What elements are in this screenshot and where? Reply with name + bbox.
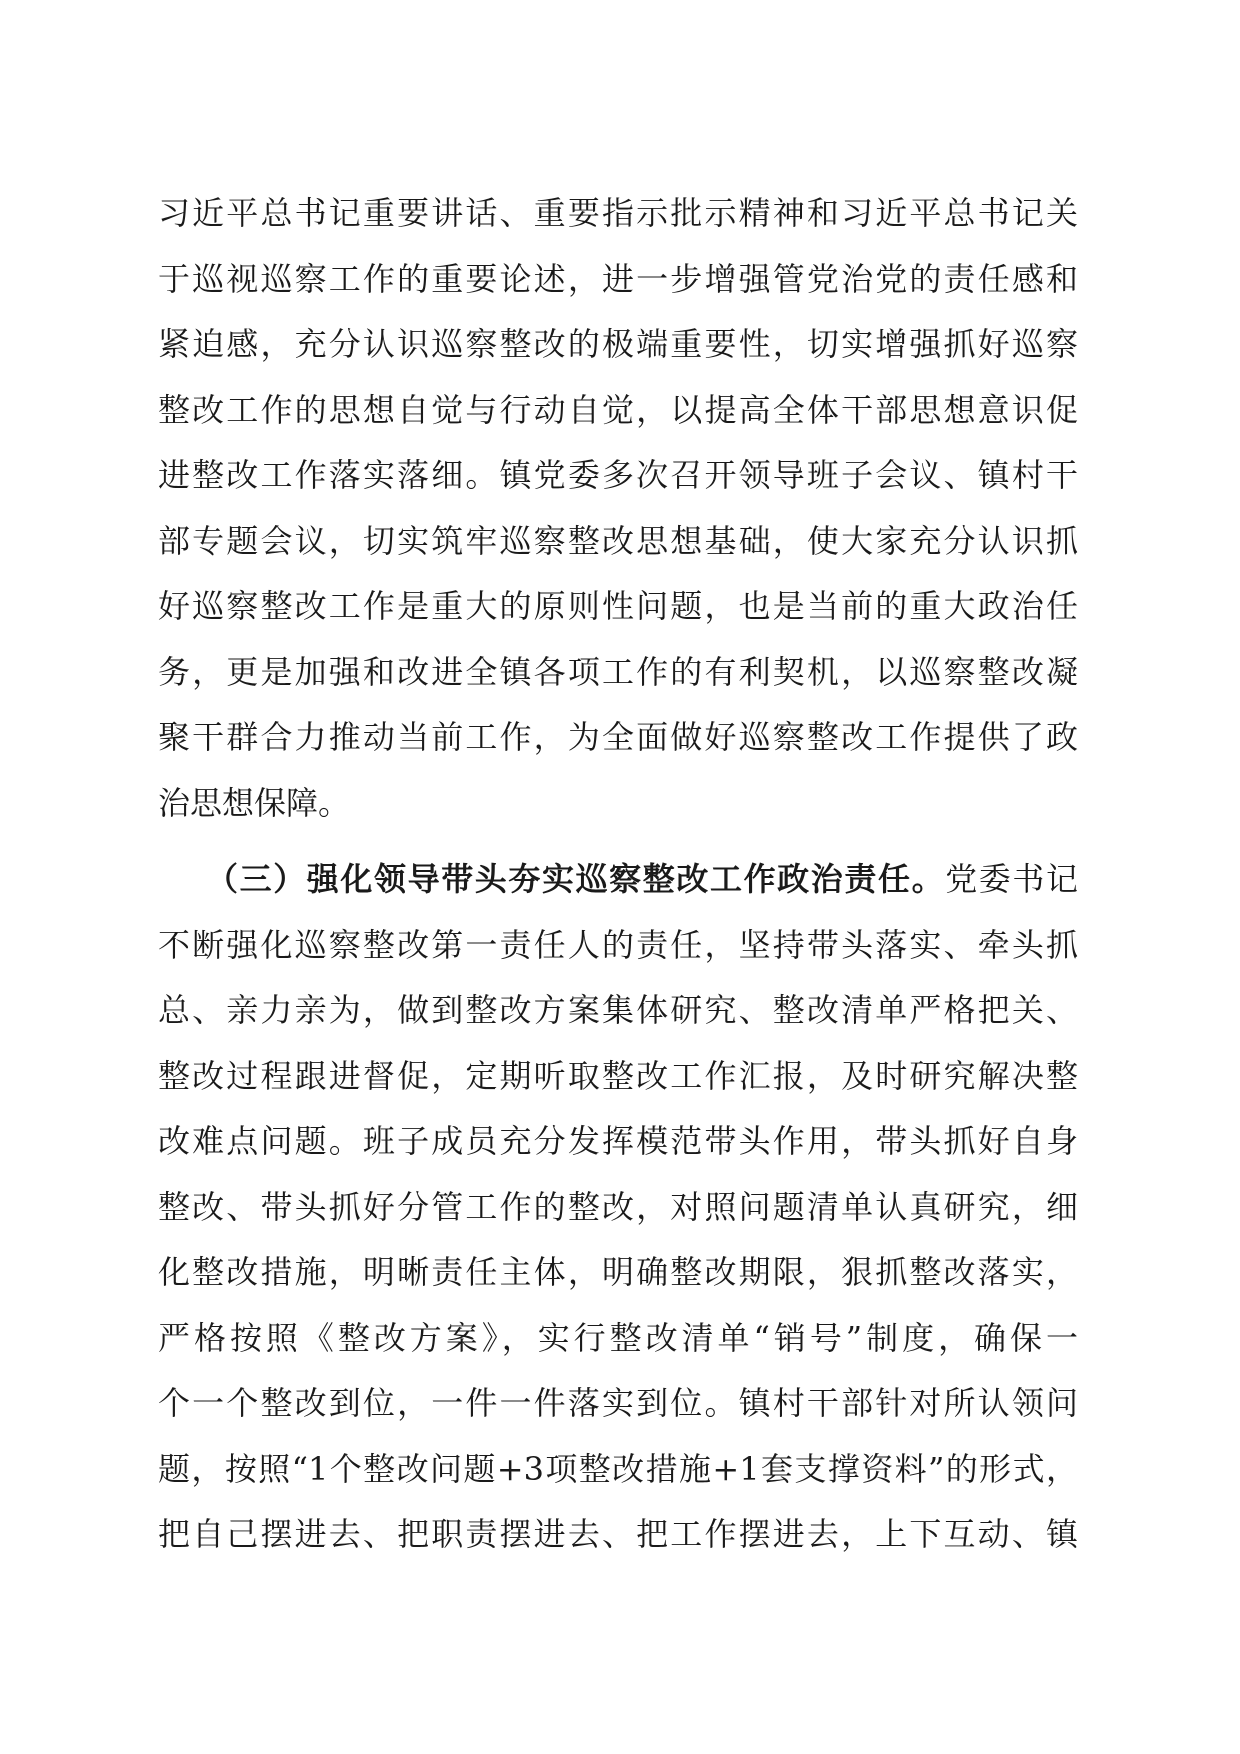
paragraph-line: 治思想保障。 (158, 783, 351, 822)
paragraph-line: 个一个整改到位，一件一件落实到位。镇村干部针对所认领问 (158, 1384, 1078, 1422)
paragraph-line: 好巡察整改工作是重大的原则性问题，也是当前的重大政治任 (158, 587, 1078, 625)
paragraph-1 (158, 181, 1078, 836)
paragraph-line: 部专题会议，切实筑牢巡察整改思想基础，使大家充分认识抓 (158, 521, 1078, 560)
paragraph-line: 把自己摆进去、把职责摆进去、把工作摆进去，上下互动、镇 (158, 1515, 1078, 1553)
section-heading: （三）强化领导带头夯实巡察整改工作政治责任。 (206, 860, 946, 898)
paragraph-line: 务，更是加强和改进全镇各项工作的有利契机，以巡察整改凝 (158, 652, 1078, 691)
paragraph-line: 不断强化巡察整改第一责任人的责任，坚持带头落实、牵头抓 (158, 925, 1078, 964)
paragraph-line: 习近平总书记重要讲话、重要指示批示精神和习近平总书记关 (158, 194, 1078, 232)
paragraph-line: 改难点问题。班子成员充分发挥模范带头作用，带头抓好自身 (158, 1122, 1078, 1160)
heading-line-rest: 党委书记 (945, 860, 1078, 898)
paragraph-line: 严格按照《整改方案》，实行整改清单“销号”制度，确保一 (158, 1318, 1078, 1357)
paragraph-line: 题，按照“1个整改问题+3项整改措施+1套支撑资料”的形式， (158, 1449, 1078, 1488)
paragraph-line: 于巡视巡察工作的重要论述，进一步增强管党治党的责任感和 (158, 259, 1078, 298)
paragraph-line: 进整改工作落实落细。镇党委多次召开领导班子会议、镇村干 (158, 456, 1078, 494)
paragraph-line: 聚干群合力推动当前工作，为全面做好巡察整改工作提供了政 (158, 718, 1078, 756)
paragraph-line: 整改、带头抓好分管工作的整改，对照问题清单认真研究，细 (158, 1187, 1078, 1226)
paragraph-line: 紧迫感，充分认识巡察整改的极端重要性，切实增强抓好巡察 (158, 325, 1078, 363)
paragraph-heading-line (158, 847, 1078, 913)
paragraph-line: 整改工作的思想自觉与行动自觉，以提高全体干部思想意识促 (158, 390, 1078, 429)
paragraph-line: 化整改措施，明晰责任主体，明确整改期限，狠抓整改落实， (158, 1253, 1078, 1291)
paragraph-2 (158, 847, 1078, 1568)
paragraph-line: 总、亲力亲为，做到整改方案集体研究、整改清单严格把关、 (158, 991, 1078, 1029)
paragraph-line: 整改过程跟进督促，定期听取整改工作汇报，及时研究解决整 (158, 1056, 1078, 1095)
